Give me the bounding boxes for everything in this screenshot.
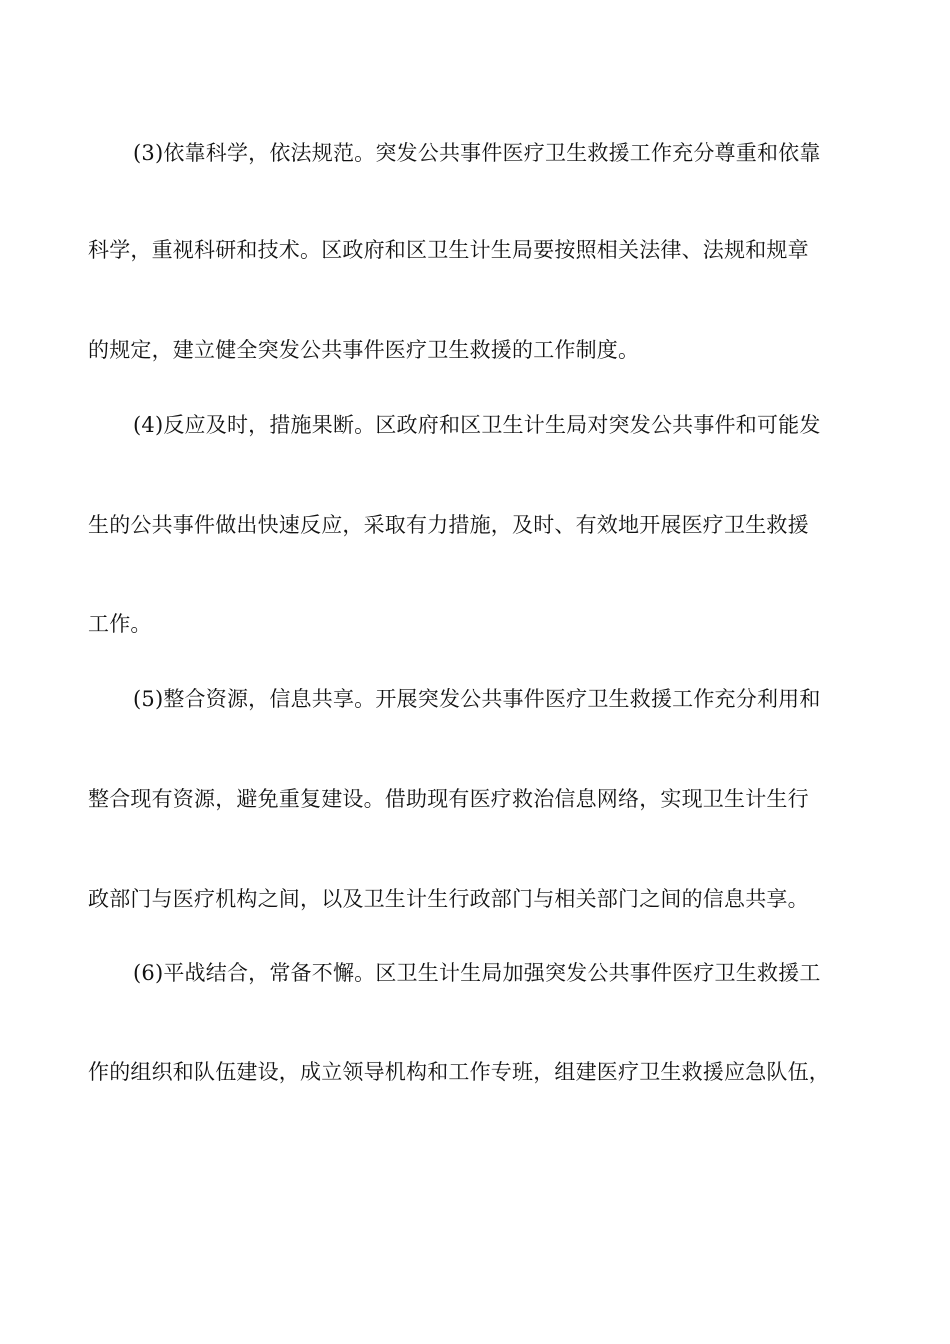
paragraph-3-line-1: (3)依靠科学，依法规范。突发公共事件医疗卫生救援工作充分尊重和依靠 — [133, 141, 821, 165]
paragraph-6-line-1: (6)平战结合，常备不懈。区卫生计生局加强突发公共事件医疗卫生救援工 — [133, 961, 821, 985]
paragraph-5-line-2: 整合现有资源，避免重复建设。借助现有医疗救治信息网络，实现卫生计生行 — [88, 787, 809, 811]
paragraph-4-line-2: 生的公共事件做出快速反应，采取有力措施，及时、有效地开展医疗卫生救援 — [88, 513, 809, 537]
paragraph-3-line-3: 的规定，建立健全突发公共事件医疗卫生救援的工作制度。 — [88, 338, 640, 362]
paragraph-5-line-3: 政部门与医疗机构之间，以及卫生计生行政部门与相关部门之间的信息共享。 — [88, 887, 809, 911]
paragraph-3-line-2: 科学，重视科研和技术。区政府和区卫生计生局要按照相关法律、法规和规章 — [88, 238, 809, 262]
paragraph-5-line-1: (5)整合资源，信息共享。开展突发公共事件医疗卫生救援工作充分利用和 — [133, 687, 821, 711]
paragraph-4-line-1: (4)反应及时，措施果断。区政府和区卫生计生局对突发公共事件和可能发 — [133, 413, 821, 437]
paragraph-6-line-2: 作的组织和队伍建设，成立领导机构和工作专班，组建医疗卫生救援应急队伍， — [88, 1060, 830, 1084]
paragraph-4-line-3: 工作。 — [88, 612, 152, 636]
